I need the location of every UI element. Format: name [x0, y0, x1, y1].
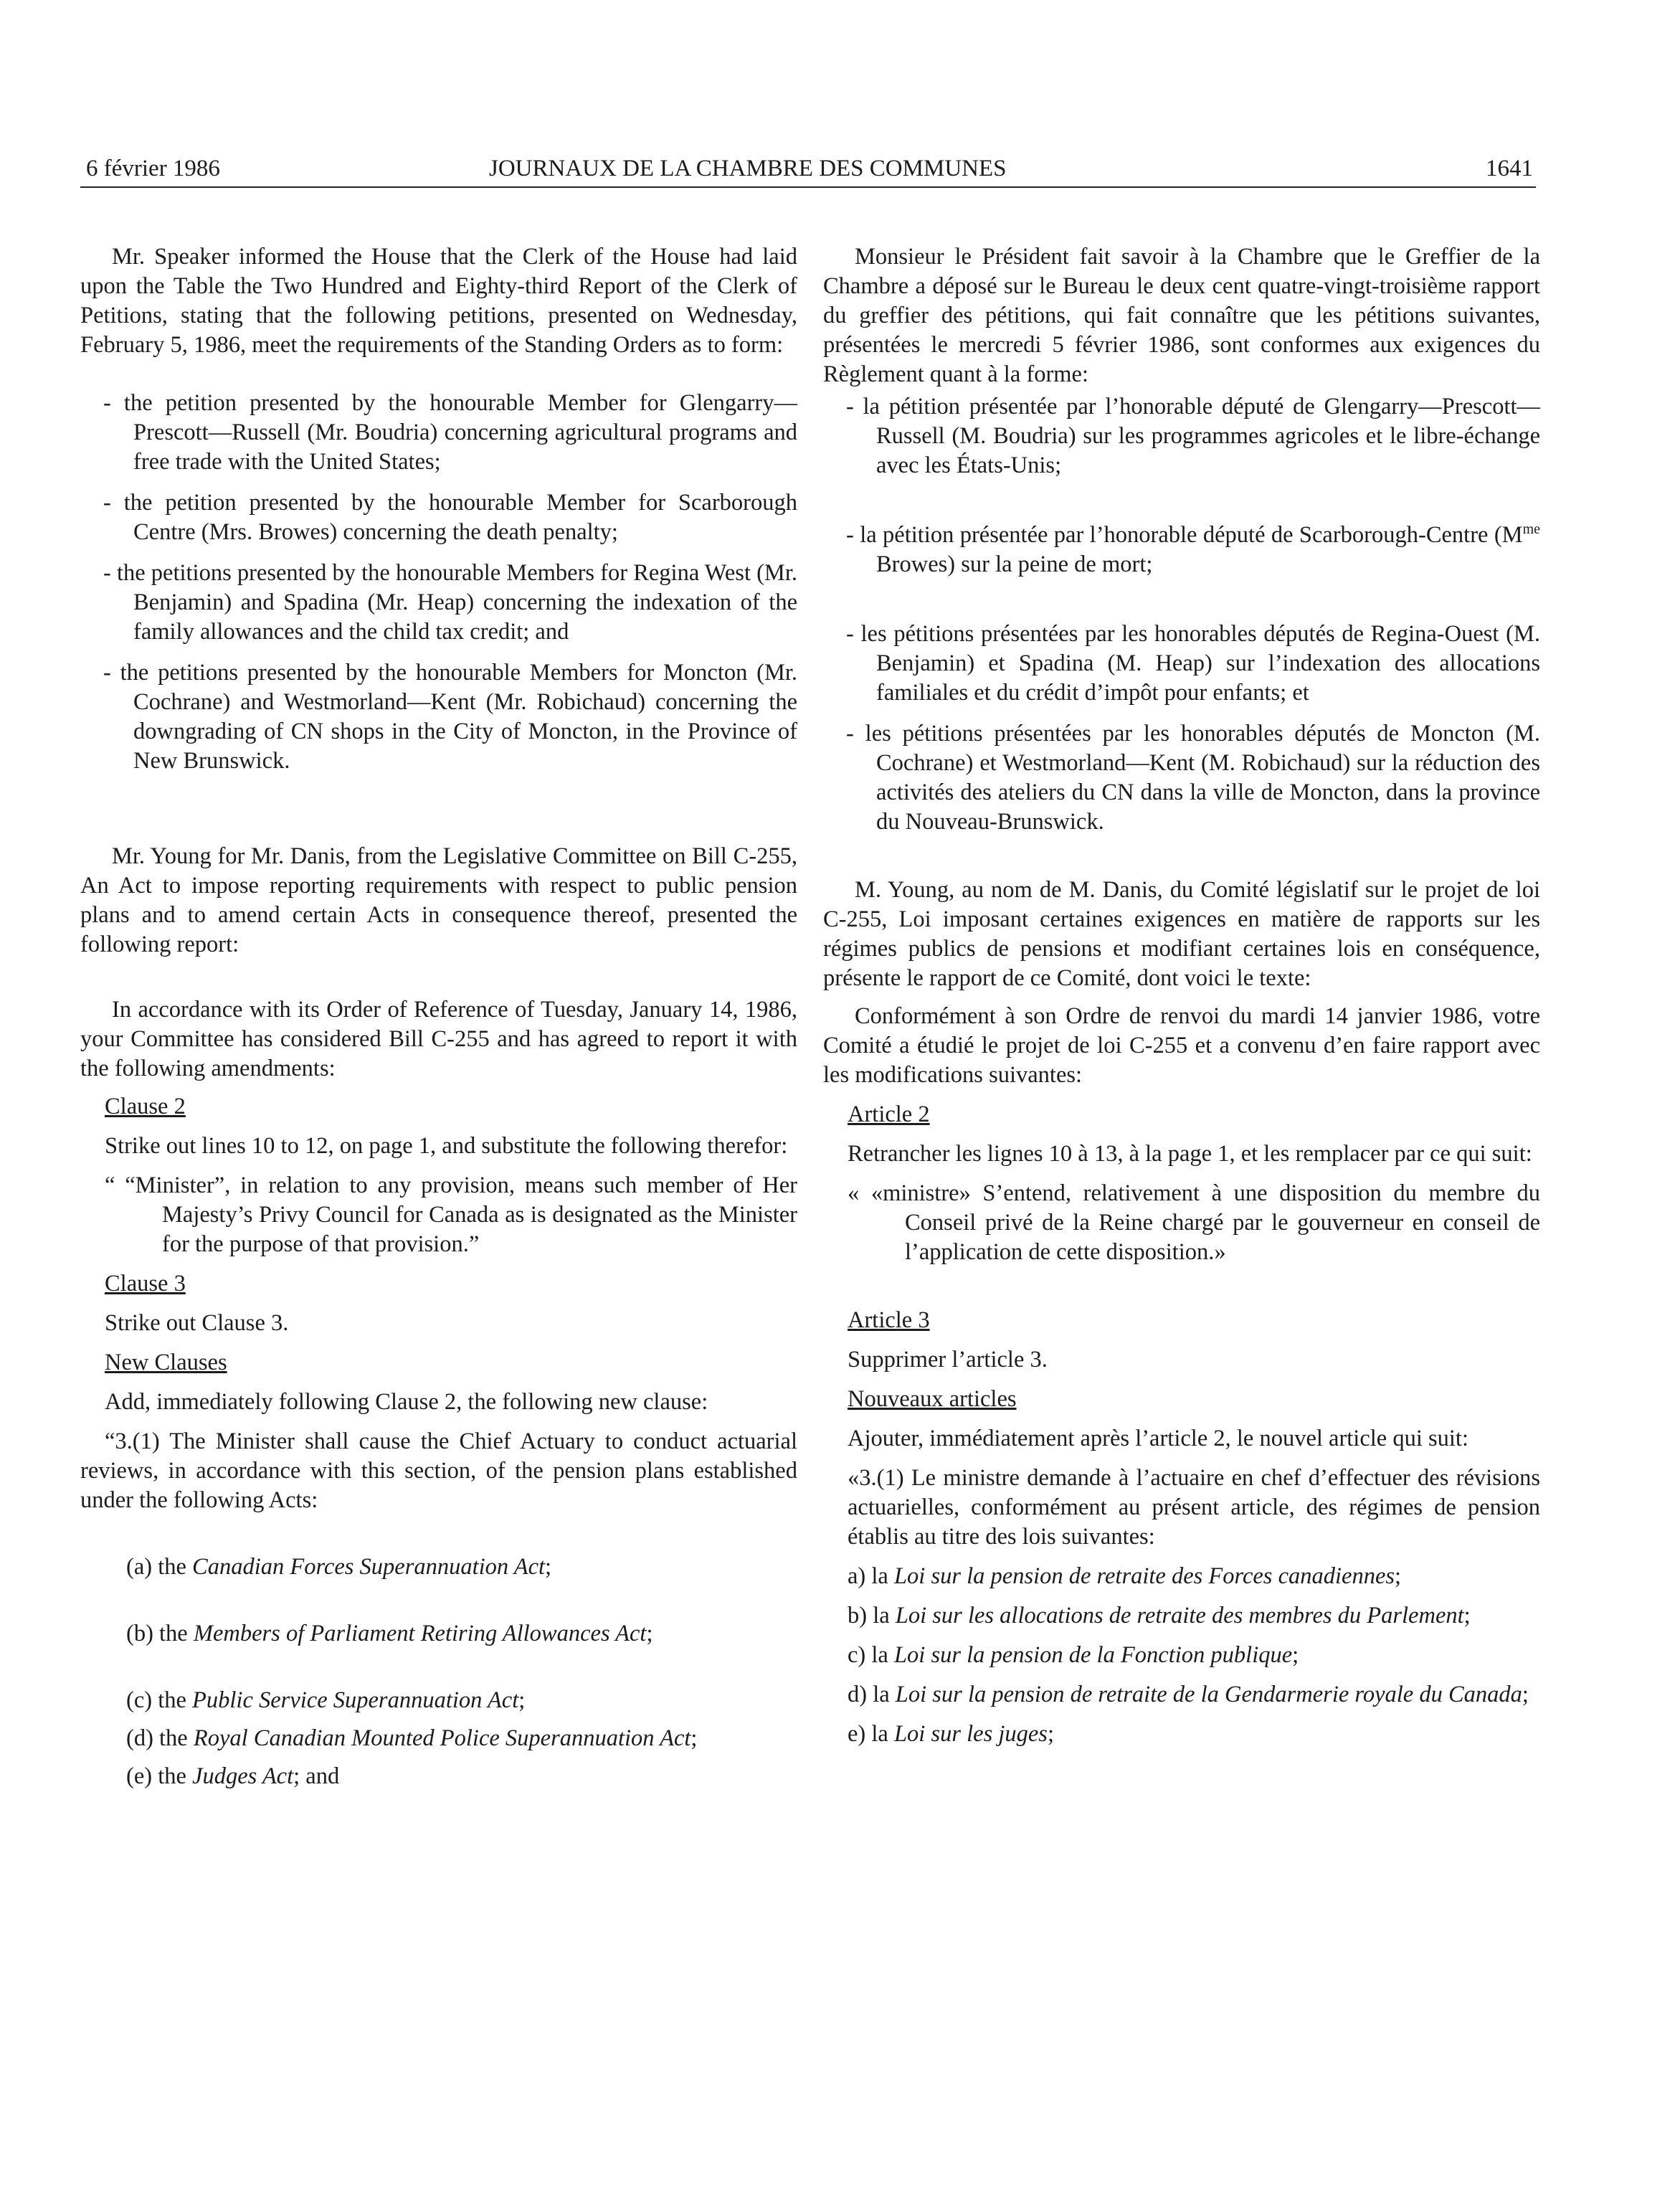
- petition-item: - the petitions presented by the honourable Members for Moncton (Mr. Cochrane) and Westmorland—Kent (Mr. Robichaud) concerning the downgrading of CN shops in the City of Moncton, in the Province of New Brunswick.: [103, 660, 797, 774]
- act-item: (e) the Judges Act; and: [126, 1763, 340, 1789]
- new-clause-text: “3.(1) The Minister shall cause the Chief Actuary to conduct actuarial reviews, in accordance with this section, of the pension plans established under the following Acts:: [80, 1428, 797, 1513]
- petition-item: - les pétitions présentées par les honorables députés de Moncton (M. Cochrane) et Westmorland—Kent (M. Robichaud) sur la réduction des activités des ateliers du CN dans la ville de Moncton, dans la province du Nouveau-Brunswick.: [846, 721, 1540, 835]
- clause-instruction: Retrancher les lignes 10 à 13, à la page 1, et les remplacer par ce qui suit:: [848, 1141, 1532, 1167]
- report-intro: M. Young, au nom de M. Danis, du Comité législatif sur le projet de loi C-255, Loi imposant certaines exigences en matière de rapports sur les régimes publics de pensions et modifiant certaines lois en conséquence, présente le rapport de ce Comité, dont voici le texte:: [823, 877, 1540, 991]
- act-item: d) la Loi sur la pension de retraite de la Gendarmerie royale du Canada;: [848, 1682, 1529, 1707]
- petition-item: - la pétition présentée par l’honorable député de Scarborough-Centre ($M^{me}$ Browes) sur la peine de mort;: [846, 521, 1540, 577]
- act-item: a) la Loi sur la pension de retraite des Forces canadiennes;: [848, 1563, 1402, 1589]
- petition-item: - les pétitions présentées par les honorables députés de Regina-Ouest (M. Benjamin) et Spadina (M. Heap) sur l’indexation des allocations familiales et du crédit d’impôt pour enfants; et: [846, 621, 1540, 706]
- header-page-number: 1641: [1486, 156, 1533, 181]
- clause-heading: Clause 3: [105, 1271, 186, 1297]
- act-item: (c) the Public Service Superannuation Act;: [126, 1687, 526, 1713]
- petition-item: - the petitions presented by the honourable Members for Regina West (Mr. Benjamin) and Spadina (Mr. Heap) concerning the indexation of the family allowances and the child tax credit; and: [103, 560, 797, 645]
- petition-item: - the petition presented by the honourable Member for Glengarry—Prescott—Russell (Mr. Boudria) concerning agricultural programs and free trade with the United States;: [103, 390, 797, 475]
- clause-heading: Nouveaux articles: [848, 1386, 1017, 1412]
- clause-heading: Article 3: [848, 1307, 930, 1333]
- order-of-reference: In accordance with its Order of Reference of Tuesday, January 14, 1986, your Committee has considered Bill C-255 and has agreed to report it with the following amendments:: [80, 997, 797, 1081]
- clause-instruction: Ajouter, immédiatement après l’article 2, le nouvel article qui suit:: [848, 1426, 1468, 1451]
- clause-instruction: Strike out lines 10 to 12, on page 1, and substitute the following therefor:: [105, 1133, 788, 1159]
- clause-instruction: Strike out Clause 3.: [105, 1310, 289, 1336]
- order-of-reference: Conformément à son Ordre de renvoi du mardi 14 janvier 1986, votre Comité a étudié le projet de loi C-255 et a convenu d’en faire rapport avec les modifications suivantes:: [823, 1003, 1540, 1088]
- petitions-intro: Mr. Speaker informed the House that the Clerk of the House had laid upon the Table the Two Hundred and Eighty-third Report of the Clerk of Petitions, stating that the following petitions, presented on Wednesday, February 5, 1986, meet the requirements of the Standing Orders as to form:: [80, 244, 797, 358]
- act-item: c) la Loi sur la pension de la Fonction publique;: [848, 1642, 1299, 1668]
- clause-heading: Article 2: [848, 1101, 930, 1127]
- french-column: [823, 242, 1540, 1749]
- act-item: (a) the Canadian Forces Superannuation Act;: [126, 1554, 552, 1580]
- petition-item: - the petition presented by the honourable Member for Scarborough Centre (Mrs. Browes) concerning the death penalty;: [103, 490, 797, 545]
- new-clause-text: «3.(1) Le ministre demande à l’actuaire en chef d’effectuer des révisions actuarielles, conformément au présent article, des régimes de pension établis au titre des lois suivantes:: [848, 1465, 1540, 1550]
- act-item: (b) the Members of Parliament Retiring Allowances Act;: [126, 1621, 653, 1646]
- clause-heading: Clause 2: [105, 1094, 186, 1119]
- act-item: b) la Loi sur les allocations de retraite des membres du Parlement;: [848, 1603, 1471, 1629]
- clause-quote: “ “Minister”, in relation to any provision, means such member of Her Majesty’s Privy Council for Canada as is designated as the Minister for the purpose of that provision.”: [105, 1172, 797, 1257]
- clause-instruction: Add, immediately following Clause 2, the following new clause:: [105, 1389, 708, 1415]
- act-item: e) la Loi sur les juges;: [848, 1721, 1054, 1747]
- english-column: [80, 242, 797, 1791]
- petitions-intro: Monsieur le Président fait savoir à la Chambre que le Greffier de la Chambre a déposé sur le Bureau le deux cent quatre-vingt-troisième rapport du greffier des pétitions, qui fait connaître que les pétitions suivantes, présentées le mercredi 5 février 1986, sont conformes aux exigences du Règlement quant à la forme:: [823, 244, 1540, 387]
- petition-item: - la pétition présentée par l’honorable député de Glengarry—Prescott—Russell (M. Boudria) sur les programmes agricoles et le libre-échange avec les États-Unis;: [846, 394, 1540, 478]
- header-date: 6 février 1986: [86, 156, 220, 181]
- report-intro: Mr. Young for Mr. Danis, from the Legislative Committee on Bill C-255, An Act to impose reporting requirements with respect to public pension plans and to amend certain Acts in consequence thereof, presented the following report:: [80, 843, 797, 957]
- page-header: [80, 142, 1536, 188]
- header-title: JOURNAUX DE LA CHAMBRE DES COMMUNES: [489, 156, 1007, 181]
- clause-instruction: Supprimer l’article 3.: [848, 1347, 1048, 1373]
- act-item: (d) the Royal Canadian Mounted Police Superannuation Act;: [126, 1725, 698, 1751]
- clause-quote: « «ministre» S’entend, relativement à une disposition du membre du Conseil privé de la Reine chargé par le gouverneur en conseil de l’application de cette disposition.»: [848, 1180, 1540, 1265]
- clause-heading: New Clauses: [105, 1350, 227, 1375]
